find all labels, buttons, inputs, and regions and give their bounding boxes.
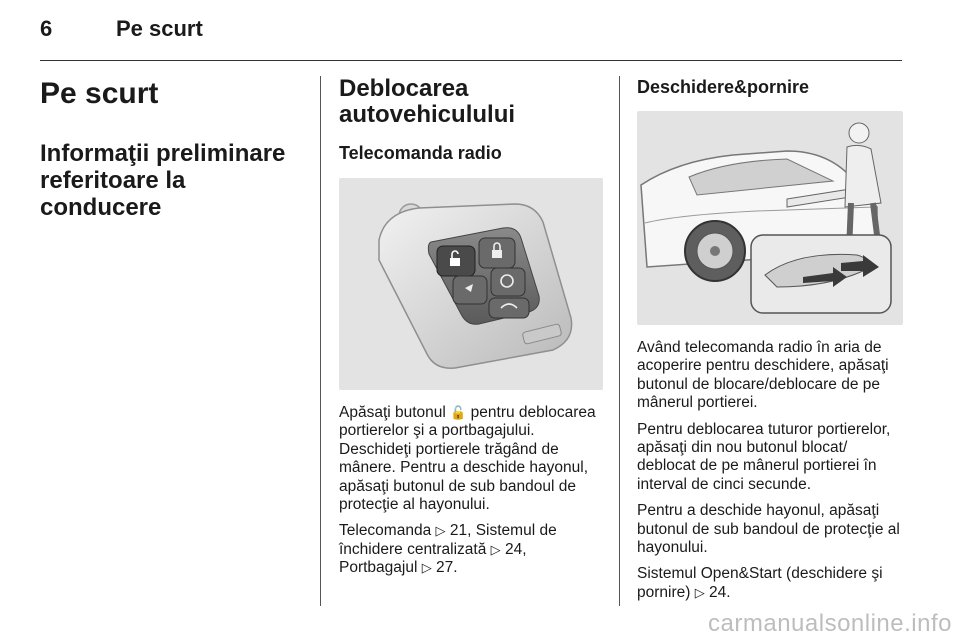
ref-arrow-icon: ▷ xyxy=(694,584,705,600)
column-divider-1 xyxy=(320,76,321,606)
column-1 xyxy=(40,76,312,221)
ref-arrow-icon: ▷ xyxy=(435,523,446,539)
section-title xyxy=(40,140,312,221)
header-rule xyxy=(40,60,902,61)
open-start-paragraph-2: Pentru deblocarea tuturor portierelor, apăsaţi din nou butonul blocat/ deblocat de pe mânerul portierei în interval de cinci secunde. xyxy=(637,420,891,493)
ref-open-start[interactable]: ▷ 24 xyxy=(694,583,727,601)
chapter-title: Pe scurt xyxy=(40,77,159,110)
open-start-paragraph-3: Pentru a deschide hayonul, apăsaţi butonul de sub bandoul de protecţie al hayonului. xyxy=(637,502,900,557)
ref-central-locking[interactable]: Sistemul de închidere centralizată ▷ 24 xyxy=(339,522,557,558)
watermark: carmanualsonline.info xyxy=(708,610,952,637)
open-start-subtitle: Deschidere&pornire xyxy=(637,77,810,97)
page-header xyxy=(40,16,920,56)
ref-arrow-icon: ▷ xyxy=(421,560,432,576)
remote-references: Telecomanda ▷ 21, Sistemul de închidere centralizată ▷ 24, Portbagajul ▷ 27. xyxy=(339,522,557,577)
open-start-paragraph-1: Având telecomanda radio în aria de acoperire pentru deschidere, apăsaţi butonul de blocare/deblocare de pe mânerul portierei. xyxy=(637,339,889,412)
ref-boot[interactable]: Portbagajul ▷ 27 xyxy=(339,559,454,577)
remote-key-illustration xyxy=(339,178,603,390)
remote-paragraph-1: Apăsaţi butonul 🔓 pentru deblocarea portierelor şi a portbagajului. Deschideţi portierele trăgând de mânere. Pentru a deschide hayonul, apăsaţi butonul de sub bandoul de protecţie al hayonului. xyxy=(339,404,596,514)
column-divider-2 xyxy=(619,76,620,606)
car-door-illustration xyxy=(637,111,903,325)
section-title-line1: Informaţii preliminare xyxy=(40,140,286,167)
ref-arrow-icon: ▷ xyxy=(490,541,501,557)
open-start-paragraph-4: Sistemul Open&Start (deschidere şi pornire) ▷ 24. xyxy=(637,565,883,601)
unlock-title-line1: Deblocarea xyxy=(339,75,469,102)
ref-remote[interactable]: Telecomanda ▷ 21 xyxy=(339,522,468,540)
column-2 xyxy=(339,76,603,586)
unlock-title-line2: autovehiculului xyxy=(339,101,516,128)
section-title-line2: referitoare la conducere xyxy=(40,167,186,221)
running-title: Pe scurt xyxy=(116,16,203,41)
unlock-title xyxy=(339,76,603,128)
unlock-icon: 🔓 xyxy=(450,405,467,420)
column-3 xyxy=(637,76,903,610)
page-number: 6 xyxy=(40,16,53,41)
remote-subtitle: Telecomanda radio xyxy=(339,143,502,163)
